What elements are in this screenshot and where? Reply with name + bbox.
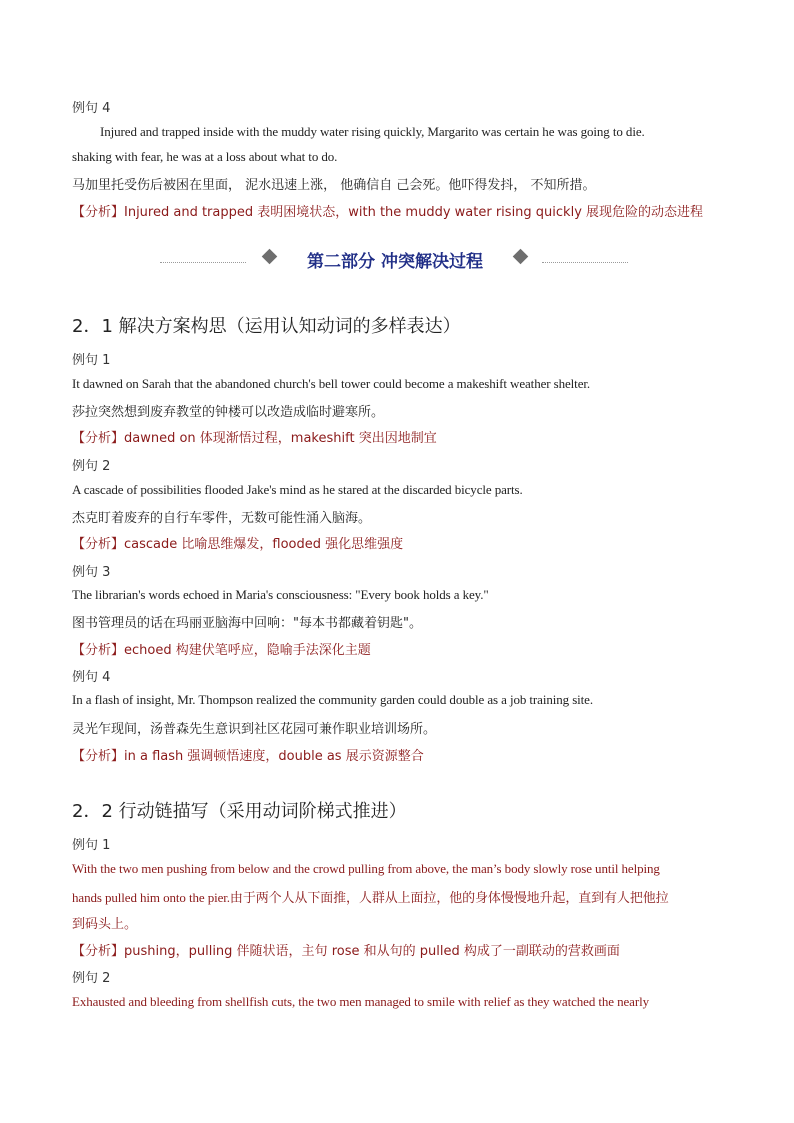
example-analysis: 【分析】cascade 比喻思维爆发，flooded 强化思维强度 bbox=[72, 537, 404, 552]
example-label: 例句 2 bbox=[72, 971, 111, 986]
example-english-line: shaking with fear, he was at a loss about what to do. bbox=[72, 149, 338, 164]
example-label: 例句 1 bbox=[72, 838, 111, 853]
section-heading: 2．2 行动链描写（采用动词阶梯式推进） bbox=[72, 801, 407, 822]
example-analysis: 【分析】in a flash 强调顿悟速度，double as 展示资源整合 bbox=[72, 749, 424, 764]
example-english-line: In a flash of insight, Mr. Thompson realized the community garden could double as a job training site. bbox=[72, 692, 594, 707]
example-english-line: A cascade of possibilities flooded Jake's mind as he stared at the discarded bicycle parts. bbox=[72, 482, 523, 497]
diamond-icon bbox=[262, 249, 278, 265]
example-chinese-translation: 杰克盯着废弃的自行车零件，无数可能性涌入脑海。 bbox=[72, 511, 372, 526]
example-english-line: With the two men pushing from below and the crowd pulling from above, the man’s body slowly rose until helping bbox=[72, 861, 660, 876]
part-title: 第二部分 冲突解决过程 bbox=[307, 252, 483, 272]
example-english-line: It dawned on Sarah that the abandoned church's bell tower could become a makeshift weather shelter. bbox=[72, 376, 591, 391]
example-chinese-translation: 灵光乍现间，汤普森先生意识到社区花园可兼作职业培训场所。 bbox=[72, 722, 437, 737]
example-analysis: 【分析】pushing，pulling 伴随状语，主句 rose 和从句的 pulled 构成了一副联动的营救画面 bbox=[72, 944, 620, 959]
example-chinese-translation: 莎拉突然想到废弃教堂的钟楼可以改造成临时避寒所。 bbox=[72, 405, 385, 420]
example-analysis: 【分析】Injured and trapped 表明困境状态，with the muddy water rising quickly 展现危险的动态进程 bbox=[72, 205, 704, 220]
banner-right-rule bbox=[542, 262, 628, 263]
example-label: 例句 4 bbox=[72, 670, 111, 685]
example-label: 例句 3 bbox=[72, 565, 111, 580]
example-english-line: The librarian's words echoed in Maria's consciousness: "Every book holds a key." bbox=[72, 587, 489, 602]
section-heading: 2．1 解决方案构思（运用认知动词的多样表达） bbox=[72, 316, 461, 337]
part-two-banner bbox=[160, 244, 630, 274]
example-english-line: Exhausted and bleeding from shellfish cuts, the two men managed to smile with relief as they watched the nearly bbox=[72, 994, 649, 1009]
example-english-line: hands pulled him onto the pier.由于两个人从下面推，人群从上面拉，他的身体慢慢地升起，直到有人把他拉 bbox=[72, 890, 669, 905]
diamond-icon bbox=[513, 249, 529, 265]
example-chinese-translation: 马加里托受伤后被困在里面， 泥水迅速上涨， 他确信自 己会死。他吓得发抖， 不知所措。 bbox=[72, 178, 596, 193]
example-label: 例句 1 bbox=[72, 353, 111, 368]
example-analysis: 【分析】echoed 构建伏笔呼应，隐喻手法深化主题 bbox=[72, 643, 371, 658]
example-chinese-translation: 图书管理员的话在玛丽亚脑海中回响："每本书都藏着钥匙"。 bbox=[72, 616, 422, 631]
example-chinese-translation: 到码头上。 bbox=[72, 917, 138, 932]
example-label: 例句 4 bbox=[72, 101, 111, 116]
example-label: 例句 2 bbox=[72, 459, 111, 474]
example-analysis: 【分析】dawned on 体现渐悟过程，makeshift 突出因地制宜 bbox=[72, 431, 437, 446]
example-english-line: Injured and trapped inside with the muddy water rising quickly, Margarito was certain he was going to die. bbox=[100, 124, 645, 139]
banner-left-rule bbox=[160, 262, 246, 263]
